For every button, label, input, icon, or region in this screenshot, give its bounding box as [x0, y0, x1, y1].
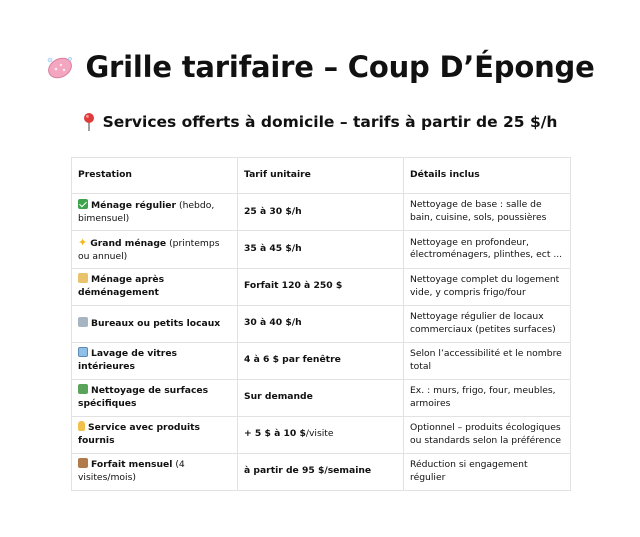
tarif-cell — [238, 268, 404, 305]
tarif-cell — [238, 305, 404, 342]
tarif-cell — [238, 231, 404, 269]
service-name: Ménage régulier — [91, 199, 177, 211]
service-name: Service avec produits fournis — [78, 422, 201, 447]
prestation-cell — [72, 379, 238, 416]
office-building-icon — [78, 317, 88, 327]
table-row — [72, 453, 571, 490]
price: 35 à 45 $/h — [244, 242, 302, 254]
service-name: Bureaux ou petits locaux — [91, 317, 221, 329]
table-row — [72, 194, 571, 231]
check-mark-icon — [78, 199, 88, 209]
price: + 5 $ à 10 $ — [244, 428, 306, 440]
details-cell: Nettoyage de base : salle de bain, cuisine, sols, poussières — [404, 194, 571, 231]
service-name: Lavage de vitres intérieures — [78, 348, 178, 373]
subtitle-row — [0, 112, 640, 132]
prestation-cell — [72, 305, 238, 342]
service-note: (4 visites/mois) — [78, 459, 185, 484]
page-subtitle: Services offerts à domicile – tarifs à partir de 25 $/h — [102, 113, 558, 131]
tarif-cell — [238, 379, 404, 416]
table-row — [72, 268, 571, 305]
details-cell: Nettoyage complet du logement vide, y compris frigo/four — [404, 268, 571, 305]
prestation-cell — [72, 268, 238, 305]
details-cell: Nettoyage en profondeur, électroménagers, plinthes, ect ... — [404, 231, 571, 269]
title-row — [0, 50, 640, 84]
round-pushpin-icon — [83, 112, 95, 132]
table-row — [72, 231, 571, 269]
column-header-tarif: Tarif unitaire — [238, 158, 404, 194]
column-header-prestation: Prestation — [72, 158, 238, 194]
tarif-cell — [238, 194, 404, 231]
service-name: Nettoyage de surfaces spécifiques — [78, 385, 209, 410]
package-icon — [78, 458, 88, 468]
broom-icon — [78, 384, 88, 394]
page-title: Grille tarifaire – Coup D’Éponge — [85, 50, 595, 84]
details-cell: Selon l’accessibilité et le nombre total — [404, 342, 571, 379]
service-name: Ménage après déménagement — [78, 274, 165, 299]
table-row — [72, 342, 571, 379]
price: à partir de 95 $/semaine — [244, 465, 372, 477]
pricing-table — [71, 157, 571, 491]
moving-box-icon — [78, 273, 88, 283]
service-name: Grand ménage — [90, 238, 167, 249]
table-row — [72, 416, 571, 453]
table-row — [72, 305, 571, 342]
column-header-details: Détails inclus — [404, 158, 571, 194]
service-note: (printemps ou annuel) — [78, 238, 220, 262]
prestation-cell — [72, 194, 238, 231]
price-suffix: /visite — [305, 428, 334, 440]
table-row — [72, 379, 571, 416]
prestation-cell — [72, 342, 238, 379]
price: Sur demande — [244, 391, 313, 403]
prestation-cell — [72, 416, 238, 453]
window-icon — [78, 347, 88, 357]
service-note: (hebdo, bimensuel) — [78, 199, 215, 224]
service-name: Forfait mensuel — [91, 459, 173, 471]
price: 4 à 6 $ par fenêtre — [244, 354, 341, 366]
details-cell: Réduction si engagement régulier — [404, 453, 571, 490]
prestation-cell — [72, 453, 238, 490]
details-cell: Optionnel – produits écologiques ou standards selon la préférence — [404, 416, 571, 453]
table-header-row — [72, 158, 571, 194]
tarif-cell — [238, 453, 404, 490]
prestation-cell — [72, 231, 238, 269]
tarif-cell — [238, 416, 404, 453]
price: Forfait 120 à 250 $ — [244, 280, 343, 292]
tarif-cell — [238, 342, 404, 379]
price: 30 à 40 $/h — [244, 317, 302, 329]
details-cell: Nettoyage régulier de locaux commerciaux (petites surfaces) — [404, 305, 571, 342]
sponge-icon — [45, 54, 75, 80]
price: 25 à 30 $/h — [244, 205, 302, 217]
details-cell: Ex. : murs, frigo, four, meubles, armoires — [404, 379, 571, 416]
bottle-icon — [78, 421, 85, 431]
sparkles-icon: ✦ — [78, 236, 88, 249]
